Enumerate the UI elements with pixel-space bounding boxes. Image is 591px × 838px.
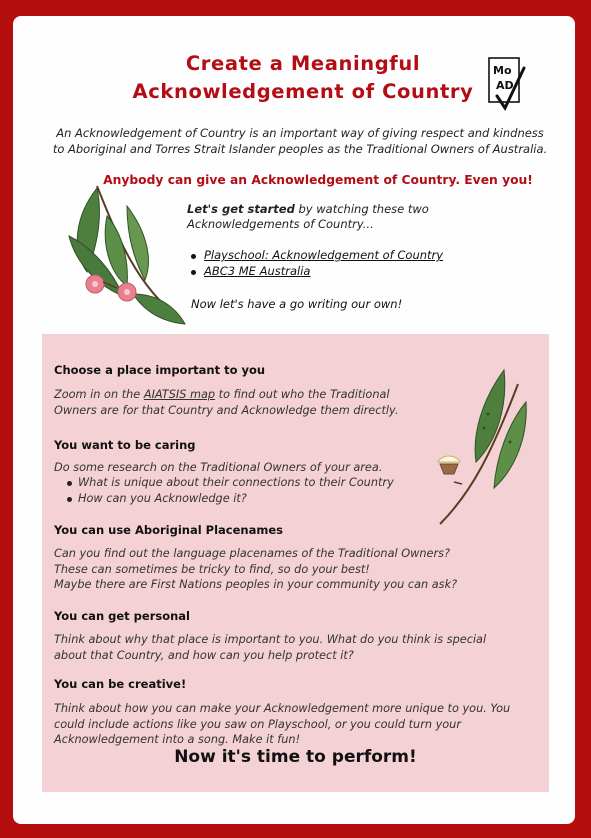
logo-text-top: Mo — [493, 64, 512, 77]
intro-line-2: to Aboriginal and Torres Strait Islander peoples as the Traditional Owners of Australia. — [52, 142, 548, 156]
closing-line: Now let's have a go writing our own! — [191, 297, 403, 311]
video-links-list — [187, 248, 443, 279]
gum-leaf-illustration — [57, 176, 197, 336]
intro-paragraph — [40, 125, 560, 157]
section-text-personal: Think about why that place is important to you. What do you think is special about that Country, and how can you help protect it? — [54, 633, 487, 662]
tagline: Anybody can give an Acknowledgement of Country. Even you! — [103, 173, 533, 187]
perform-callout: Now it's time to perform! — [174, 747, 417, 767]
aiatsis-map-link[interactable]: AIATSIS map — [143, 388, 216, 401]
section-text-place: Zoom in on the AIATSIS map to find out who the Traditional Owners are for that Country and Acknowledge them directly. — [54, 388, 399, 417]
logo-text-bottom: AD — [496, 79, 514, 92]
getting-started-bold: Let's get started — [187, 202, 295, 216]
worksheet-page — [13, 16, 575, 824]
playschool-link[interactable]: Playschool: Acknowledgement of Country — [204, 248, 444, 262]
list-item — [204, 264, 443, 280]
section-heading-caring: You want to be caring — [54, 438, 196, 452]
list-item: What is unique about their connections to their Country — [78, 476, 394, 489]
caring-bullet-list — [66, 475, 394, 506]
section-text-placenames: Can you find out the language placenames of the Traditional Owners? These can sometimes be tricky to find, so do your best! Maybe there are First Nations peoples in your community you can ask? — [54, 547, 458, 591]
tips-panel — [42, 334, 549, 792]
section-text-caring: Do some research on the Traditional Owners of your area. — [54, 461, 383, 474]
getting-started-line-2: Acknowledgements of Country... — [187, 217, 374, 231]
section-text-creative: Think about how you can make your Acknowledgement more unique to you. You could include actions like you saw on Playschool, or you could turn your Acknowledgement into a song. Make it fun! — [54, 702, 511, 746]
page-title — [73, 50, 533, 106]
getting-started-text — [187, 202, 507, 232]
moad-logo — [487, 56, 527, 114]
list-item: How can you Acknowledge it? — [78, 491, 394, 507]
title-line-2: Acknowledgement of Country — [132, 80, 474, 103]
list-item — [204, 248, 443, 264]
getting-started-rest: by watching these two — [294, 202, 429, 216]
intro-line-1: An Acknowledgement of Country is an important way of giving respect and kindness — [56, 126, 544, 140]
gum-leaf-flower-illustration — [432, 362, 532, 532]
section-heading-creative: You can be creative! — [54, 677, 187, 691]
abc3-me-australia-link[interactable]: ABC3 ME Australia — [204, 263, 311, 278]
section-heading-placenames: You can use Aboriginal Placenames — [54, 523, 284, 537]
section-heading-place: Choose a place important to you — [54, 363, 266, 377]
title-line-1: Create a Meaningful — [185, 52, 421, 75]
section-heading-personal: You can get personal — [54, 609, 191, 623]
